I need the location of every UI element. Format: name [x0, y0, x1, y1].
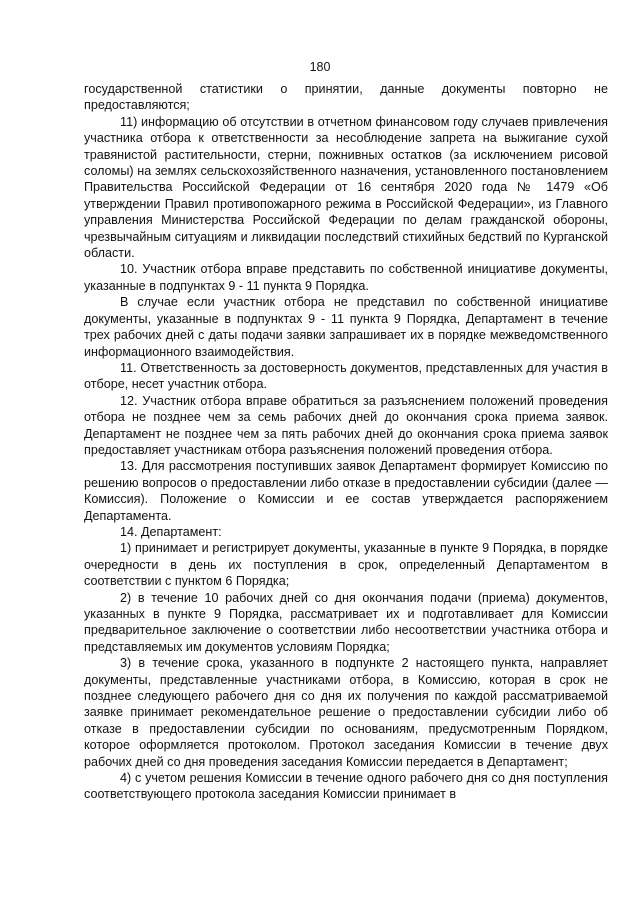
page-number: 180	[309, 60, 331, 74]
paragraph-item-14: 14. Департамент:	[120, 524, 222, 539]
paragraph-item-12: 12. Участник отбора вправе обратиться за разъяснением положений проведения отбора не позднее чем за семь рабочих дней до окончания срока приема заявок. Департамент не позднее чем за пять рабочих дней до окончания срока приема заявок предоставляет участникам отбора разъяснения положений проведения отбора.	[84, 393, 608, 457]
paragraph-item-13: 13. Для рассмотрения поступивших заявок Департамент формирует Комиссию по решению вопросов о предоставлении либо отказе в предоставлении субсидии (далее — Комиссия). Положение о Комиссии и ее состав утверждается распоряжением Департамента.	[84, 459, 608, 523]
paragraph-item-14-sub-4: 4) с учетом решения Комиссии в течение одного рабочего дня со дня поступления соответствующего протокола заседания Комиссии принимает в	[84, 771, 608, 802]
paragraph-item-10-continued: В случае если участник отбора не представил по собственной инициативе документы, указанные в подпунктах 9 - 11 пункта 9 Порядка, Департамент в течение трех рабочих дней с даты подачи заявки запрашивает их в порядке межведомственного информационного взаимодействия.	[84, 295, 608, 359]
paragraph-item-10: 10. Участник отбора вправе представить по собственной инициативе документы, указанные в подпунктах 9 - 11 пункта 9 Порядка.	[84, 262, 608, 293]
document-body	[84, 81, 608, 803]
paragraph-item-14-sub-2: 2) в течение 10 рабочих дней со дня окончания подачи (приема) документов, указанных в пункте 9 Порядка, рассматривает их и подготавливает для Комиссии предварительное заключение о соответствии либо несоответствии участника отбора и представляемых им документов условиям Порядка;	[84, 590, 608, 654]
paragraph-item-14-sub-3: 3) в течение срока, указанного в подпункте 2 настоящего пункта, направляет документы, представленные участниками отбора, в Комиссию, которая в срок не позднее следующего рабочего дня со дня их получения по каждой рассматриваемой заявке принимает рекомендательное решение о предоставлении субсидии либо об отказе в предоставлении субсидии по основаниям, предусмотренным Порядком, которое оформляется протоколом. Протокол заседания Комиссии в течение двух рабочих дней со дня проведения заседания Комиссии передается в Департамент;	[84, 656, 608, 769]
paragraph-item-14-sub-1: 1) принимает и регистрирует документы, указанные в пункте 9 Порядка, в порядке очередности в день их поступления в срок, определенный Департаментом в соответствии с пунктом 6 Порядка;	[84, 541, 608, 589]
paragraph-continuation: государственной статистики о принятии, данные документы повторно не предоставляются;	[84, 82, 608, 113]
paragraph-subitem-11: 11) информацию об отсутствии в отчетном финансовом году случаев привлечения участника отбора к ответственности за несоблюдение запрета на выжигание сухой травянистой растительности, стерни, пожнивных остатков (за исключением рисовой соломы) на землях сельскохозяйственного назначения, установленного постановлением Правительства Российской Федерации от 16 сентября 2020 года № 1479 «Об утверждении Правил противопожарного режима в Российской Федерации», из Главного управления Министерства Российской Федерации по делам гражданской обороны, чрезвычайным ситуациям и ликвидации последствий стихийных бедствий по Курганской области.	[84, 114, 608, 261]
paragraph-item-11: 11. Ответственность за достоверность документов, представленных для участия в отборе, несет участник отбора.	[84, 360, 608, 392]
